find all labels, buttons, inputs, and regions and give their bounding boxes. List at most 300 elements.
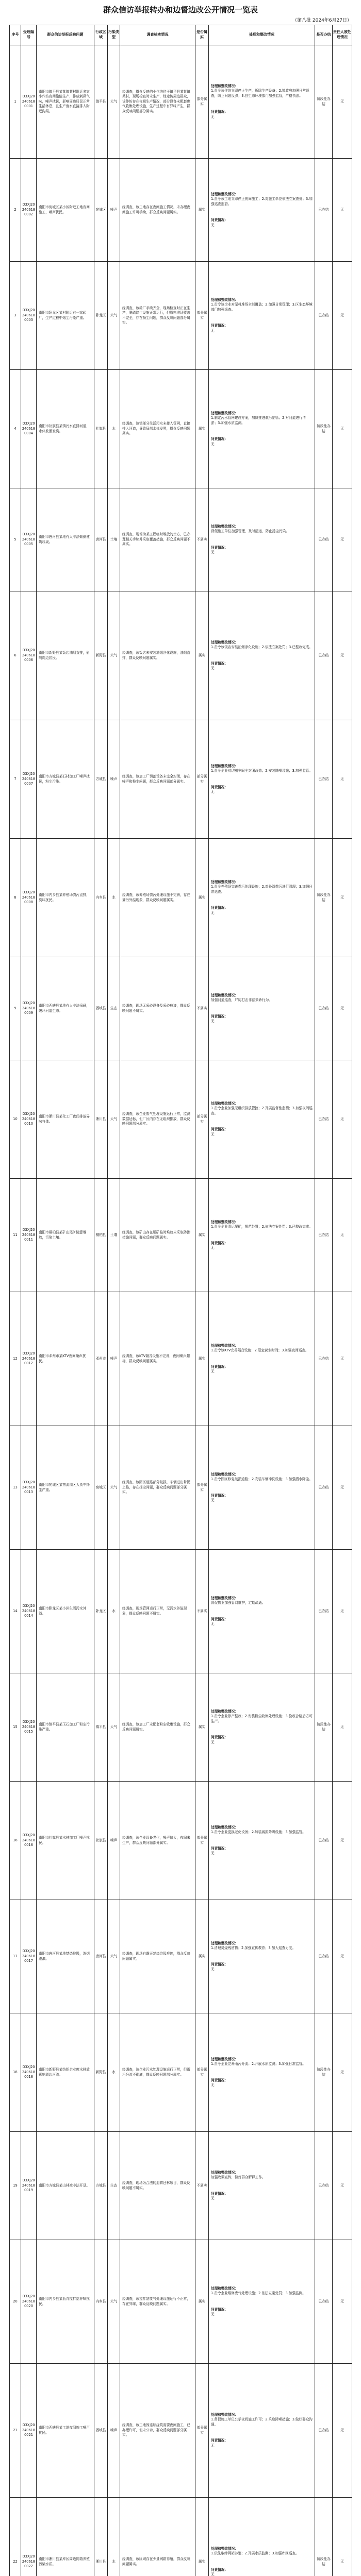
accountability-label: 问责情况： <box>211 1127 228 1132</box>
table-row <box>10 1060 352 1179</box>
pollution-type: 大气 <box>108 262 120 370</box>
handling-text: 1.责令该饭店安装油烟净化设施；2.依法立案处罚；3.已整改完成。 <box>211 645 313 650</box>
complaint-text: 南阳市桐柏县某矿山尾矿随意堆放，污染土壤。 <box>37 1179 94 1292</box>
pollution-type: 水 <box>108 2498 120 2576</box>
case-id: D3XJ202406180010 <box>21 1060 37 1179</box>
complaint-text: 南阳市唐河县某地焚烧垃圾，浓烟滚滚。 <box>37 1900 94 2013</box>
penalty-status: 无 <box>333 2364 352 2498</box>
pollution-type: 水 <box>108 370 120 488</box>
accountability-text: 无 <box>211 223 215 227</box>
case-status: 已办结 <box>315 720 333 839</box>
case-status: 已办结 <box>315 1179 333 1292</box>
finding-text: 经调查，现场有露天焚烧垃圾痕迹，群众反映问题属实。 <box>120 1900 195 2013</box>
accountability-label: 问责情况： <box>211 785 228 789</box>
handling-cell <box>209 1673 315 1782</box>
case-id: D3XJ202406180007 <box>21 720 37 839</box>
table-row <box>10 839 352 957</box>
handling-label: 处理和整改情况： <box>211 1101 238 1106</box>
handling-text: 1.责令该工地立即停止夜间施工；2.对施工单位依法立案查处；3.加强巡查监管。 <box>211 197 313 206</box>
col-header-penalty: 责任人被处理情况 <box>333 25 352 45</box>
accountability-label: 问责情况： <box>211 1617 228 1621</box>
region: 卧龙区 <box>94 262 108 370</box>
case-status: 已办结 <box>315 1426 333 1550</box>
row-number: 22 <box>10 2498 21 2576</box>
region: 桐柏县 <box>94 1179 108 1292</box>
handling-text: 督促施工单位加强管理，及时清运，防止扬尘污染。 <box>211 529 289 534</box>
accountability-label: 问责情况： <box>211 324 228 328</box>
row-number: 5 <box>10 488 21 591</box>
accountability-label: 问责情况： <box>211 110 228 114</box>
finding-text: 经调查，该工地因连续浇筑需要夜间施工，已办理许可，但未公示，群众反映问题部分属实。 <box>120 2364 195 2498</box>
handling-label: 处理和整改情况： <box>211 1472 238 1477</box>
row-number: 7 <box>10 720 21 839</box>
col-header-type: 污染类型 <box>108 25 120 45</box>
handling-label: 处理和整改情况： <box>211 2546 238 2551</box>
verdict: 属实 <box>195 839 209 957</box>
finding-text: 经调查，该加工厂未配套粉尘收集设施，群众反映问题属实。 <box>120 1673 195 1782</box>
verdict: 属实 <box>195 1179 209 1292</box>
handling-cell <box>209 591 315 720</box>
finding-text: 经调查，该企业污水处理设施运行正常，但雨污分流不彻底，群众反映问题部分属实。 <box>120 2013 195 2132</box>
verdict: 属实 <box>195 1292 209 1426</box>
accountability-text: 无 <box>211 550 215 554</box>
table-row <box>10 488 352 591</box>
finding-text: 经调查，群众反映的小作坊位于镇平县某某镇某村，现场检查时未生产，经走访周边群众，该作坊存在夜间生产情况，部分设备未配套废气收集处理设施，生产过程中有异味产生，群众反映问题部分属实。 <box>120 45 195 159</box>
handling-text: 1.清理焚烧残留物；2.加强宣传教育；3.加大巡查力度。 <box>211 1946 296 1951</box>
penalty-status: 无 <box>333 1900 352 2013</box>
complaint-text: 南阳市方城县某山林被非法开垦。 <box>37 2132 94 2240</box>
accountability-text: 无 <box>211 1740 215 1744</box>
handling-text: 1.责令养殖场完善粪污处理设施；2.对外溢粪污进行清理；3.加强日常巡查。 <box>211 885 313 894</box>
penalty-status: 无 <box>333 720 352 839</box>
region: 内乡县 <box>94 839 108 957</box>
handling-text: 1.责令企业完善雨污分流；2.开展水质监测；3.加强日常监管。 <box>211 2062 306 2066</box>
handling-label: 处理和整改情况： <box>211 2286 238 2291</box>
finding-text: 经调查，该KTV隔音设施不完善，夜间噪声超标，群众反映问题属实。 <box>120 1292 195 1426</box>
accountability-label: 问责情况： <box>211 545 228 550</box>
table-row <box>10 1426 352 1550</box>
finding-text: 经调查，该园区道路部分破损，车辆进出带泥上路，存在扬尘问题，群众反映问题部分属实。 <box>120 1426 195 1550</box>
handling-text: 1.督促施工单位公示夜间施工许可；2.采取降噪措施；3.做好群众沟通。 <box>211 2417 313 2427</box>
accountability-text: 无 <box>211 1498 215 1502</box>
pollution-type: 大气 <box>108 1673 120 1782</box>
complaint-text: 南阳市镇平县某玉石加工厂粉尘污染严重。 <box>37 1673 94 1782</box>
verdict: 不属实 <box>195 488 209 591</box>
accountability-label: 问责情况： <box>211 2078 228 2082</box>
handling-cell <box>209 1900 315 2013</box>
region: 方城县 <box>94 720 108 839</box>
pollution-type: 水 <box>108 839 120 957</box>
handling-text: 1.责令企业对切割车间全封闭改造；2.安装降噪设施；3.加强监管。 <box>211 769 313 773</box>
finding-text: 经调查，该养殖场粪污处理设施不完善，存在粪污外溢现象，群众反映问题属实。 <box>120 839 195 957</box>
region: 西峡县 <box>94 2364 108 2498</box>
row-number: 8 <box>10 839 21 957</box>
row-number: 11 <box>10 1179 21 1292</box>
handling-cell <box>209 2364 315 2498</box>
region: 方城县 <box>94 2132 108 2240</box>
accountability-text: 无 <box>211 2443 215 2448</box>
finding-text: 经调查，现场为合法的退耕还林项目，群众反映问题不属实。 <box>120 2132 195 2240</box>
finding-text: 经调查，该饭店未安装油烟净化设施，油烟直排，群众反映问题属实。 <box>120 591 195 720</box>
case-status: 已办结 <box>315 591 333 720</box>
complaint-text: 南阳市新野县某饭店油烟直排，影响周边居民。 <box>37 591 94 720</box>
complaint-text: 南阳市淅川县某化工厂夜间排放异味气体。 <box>37 1060 94 1179</box>
finding-text: 经调查，该企业设备老化，噪声偏大，夜间未生产，群众反映问题部分属实。 <box>120 1782 195 1900</box>
region: 内乡县 <box>94 2240 108 2364</box>
handling-label: 处理和整改情况： <box>211 1596 238 1600</box>
handling-cell <box>209 262 315 370</box>
row-number: 15 <box>10 1673 21 1782</box>
handling-cell <box>209 2498 315 2576</box>
handling-text: 1.制定污水管网建设方案，加快推进截污纳管；2.对河道进行清淤；3.加强水质监测。 <box>211 416 306 425</box>
region: 社旗县 <box>94 1782 108 1900</box>
handling-label: 处理和整改情况： <box>211 1343 238 1348</box>
complaint-text: 南阳市社旗县某镇污水直排河道，水体发黑发臭。 <box>37 370 94 488</box>
table-row <box>10 957 352 1060</box>
finding-text: 经调查，该镇部分生活污水未接入管网，直接排入河道，导致局部水体发黑，群众反映问题属实。 <box>120 370 195 488</box>
complaint-text: 南阳市卧龙区某小区生活污水外溢。 <box>37 1550 94 1673</box>
region: 镇平县 <box>94 45 108 159</box>
complaint-text: 南阳市卧龙区某村附近有一家砖厂，生产过程中烟尘污染严重。 <box>37 262 94 370</box>
region: 西峡县 <box>94 957 108 1060</box>
case-status: 已办结 <box>315 262 333 370</box>
handling-text: 1.责令企业维修废气处理设施；2.依法立案处罚；3.加强监测。 <box>211 2291 306 2296</box>
table-row <box>10 1782 352 1900</box>
accountability-text: 无 <box>211 1851 215 1855</box>
handling-label: 处理和整改情况： <box>211 1219 238 1224</box>
handling-label: 处理和整改情况： <box>211 411 238 416</box>
handling-text: 1.责令企业清运尾矿，规范处置；2.依法立案处罚；3.已整改完成。 <box>211 1225 313 1229</box>
row-number: 9 <box>10 957 21 1060</box>
case-status: 已办结 <box>315 2132 333 2240</box>
accountability-text: 无 <box>211 910 215 915</box>
accountability-text: 无 <box>211 2312 215 2316</box>
region: 宛城区 <box>94 1426 108 1550</box>
handling-label: 处理和整改情况： <box>211 2413 238 2417</box>
case-status: 阶段性办结 <box>315 1673 333 1782</box>
verdict: 部分属实 <box>195 2013 209 2132</box>
table-row <box>10 720 352 839</box>
pollution-type: 大气 <box>108 1426 120 1550</box>
accountability-label: 问责情况： <box>211 1962 228 1967</box>
case-id: D3XJ202406180014 <box>21 1550 37 1673</box>
region: 卧龙区 <box>94 1550 108 1673</box>
verdict: 不属实 <box>195 1550 209 1673</box>
case-status: 已办结 <box>315 1782 333 1900</box>
region: 唐河县 <box>94 1900 108 2013</box>
region: 镇平县 <box>94 1673 108 1782</box>
case-status: 已办结 <box>315 488 333 591</box>
accountability-text: 无 <box>211 2572 215 2576</box>
case-status: 已办结 <box>315 1900 333 2013</box>
case-status: 已办结 <box>315 957 333 1060</box>
table-row <box>10 2498 352 2576</box>
region: 新野县 <box>94 591 108 720</box>
row-number: 20 <box>10 2240 21 2364</box>
handling-cell <box>209 2013 315 2132</box>
penalty-status: 无 <box>333 159 352 262</box>
accountability-text: 无 <box>211 789 215 794</box>
pollution-type: 噪声 <box>108 1292 120 1426</box>
table-row <box>10 2364 352 2498</box>
penalty-status: 无 <box>333 1550 352 1673</box>
row-number: 2 <box>10 159 21 262</box>
handling-label: 处理和整改情况： <box>211 524 238 529</box>
case-id: D3XJ202406180021 <box>21 2364 37 2498</box>
region: 邓州市 <box>94 1292 108 1426</box>
complaint-text: 南阳市方城县某石材加工厂噪声扰民，粉尘污染。 <box>37 720 94 839</box>
accountability-label: 问责情况： <box>211 1735 228 1740</box>
complaint-text: 南阳市内乡县某沥青搅拌站异味扰民。 <box>37 2240 94 2364</box>
accountability-text: 无 <box>211 1369 215 1374</box>
accountability-text: 无 <box>211 114 215 119</box>
handling-label: 处理和整改情况： <box>211 764 238 768</box>
handling-text: 1.责令园区修复破损道路；2.安装车辆冲洗设施；3.加强洒水降尘。 <box>211 1477 313 1482</box>
accountability-label: 问责情况： <box>211 218 228 223</box>
finding-text: 经调查，该砖厂手续齐全，现场检查时正在生产，脱硫除尘设施正常运行，但原料堆场覆盖不完全，存在扬尘问题，群众反映问题部分属实。 <box>120 262 195 370</box>
table-row <box>10 370 352 488</box>
col-header-no: 序号 <box>10 25 21 45</box>
verdict: 属实 <box>195 2240 209 2364</box>
complaint-text: 南阳市镇平县某某镇某村附近多家小作坊夜间偷偷生产，排放刺鼻气味，噪声扰民，影响周边居民正常生活休息，且生产废水直接排入附近沟渠。 <box>37 45 94 159</box>
pollution-type: 土壤 <box>108 1179 120 1292</box>
case-status: 已办结 <box>315 2364 333 2498</box>
handling-cell <box>209 370 315 488</box>
case-status: 已办结 <box>315 1550 333 1673</box>
table-row <box>10 1673 352 1782</box>
verdict: 属实 <box>195 1673 209 1782</box>
case-id: D3XJ202406180002 <box>21 159 37 262</box>
accountability-label: 问责情况： <box>211 2438 228 2443</box>
handling-text: 1.责令企业加强无组织排放管控；2.开展监督性监测；3.加强夜间巡查。 <box>211 1106 313 1115</box>
finding-text: 经调查，该区域存在少量网箱养殖，群众反映问题属实。 <box>120 2498 195 2576</box>
table-row <box>10 1550 352 1673</box>
handling-label: 处理和整改情况： <box>211 1941 238 1945</box>
handling-label: 处理和整改情况： <box>211 84 238 89</box>
penalty-status: 无 <box>333 957 352 1060</box>
region: 新野县 <box>94 2013 108 2132</box>
accountability-label: 问责情况： <box>211 2567 228 2572</box>
batch-note: （第八批 2024年6月27日） <box>292 18 352 23</box>
region: 淅川县 <box>94 1060 108 1179</box>
row-number: 17 <box>10 1900 21 2013</box>
table-row <box>10 2132 352 2240</box>
row-number: 1 <box>10 45 21 159</box>
accountability-text: 无 <box>211 328 215 333</box>
col-header-status: 是否办结 <box>315 25 333 45</box>
case-id: D3XJ202406180016 <box>21 1782 37 1900</box>
col-header-complaint: 群众信访举报反映问题 <box>37 25 94 45</box>
pollution-type: 噪声 <box>108 1782 120 1900</box>
finding-text: 经调查，现场管网运行正常，无污水外溢现象，群众反映问题不属实。 <box>120 1550 195 1673</box>
accountability-text: 无 <box>211 666 215 670</box>
handling-cell <box>209 1782 315 1900</box>
col-header-region: 行政区域 <box>94 25 108 45</box>
accountability-label: 问责情况： <box>211 1493 228 1498</box>
table-row <box>10 1900 352 2013</box>
case-id: D3XJ202406180005 <box>21 488 37 591</box>
finding-text: 经调查，该工地存在夜间施工情况，未办理夜间施工许可手续，群众反映问题属实。 <box>120 159 195 262</box>
accountability-label: 问责情况： <box>211 661 228 666</box>
verdict: 属实 <box>195 2498 209 2576</box>
pollution-type: 噪声 <box>108 159 120 262</box>
table-row <box>10 591 352 720</box>
accountability-text: 无 <box>211 442 215 446</box>
complaint-text: 南阳市西峡县某工地夜间施工噪声扰民。 <box>37 2364 94 2498</box>
pollution-type: 水 <box>108 2013 120 2132</box>
row-number: 10 <box>10 1060 21 1179</box>
complaint-text: 南阳市宛城区某小区附近工地夜间施工，噪声扰民。 <box>37 159 94 262</box>
case-status: 阶段性办结 <box>315 45 333 159</box>
complaint-text: 南阳市宛城区某物流园区大货车扬尘严重。 <box>37 1426 94 1550</box>
accountability-label: 问责情况： <box>211 2191 228 2196</box>
penalty-status: 无 <box>333 1060 352 1179</box>
complaint-text: 南阳市新野县某纺织企业废水排放影响周边河流。 <box>37 2013 94 2132</box>
handling-label: 处理和整改情况： <box>211 2057 238 2061</box>
table-row <box>10 1179 352 1292</box>
region: 唐河县 <box>94 488 108 591</box>
accountability-text: 无 <box>211 2082 215 2087</box>
case-id: D3XJ202406180022 <box>21 2498 37 2576</box>
complaint-text: 南阳市淅川县某库区周边网箱养殖污染水质。 <box>37 2498 94 2576</box>
table-body <box>10 45 352 2576</box>
case-id: D3XJ202406180011 <box>21 1179 37 1292</box>
accountability-text: 无 <box>211 2196 215 2200</box>
complaint-text: 南阳市唐河县某地有人非法倾倒建筑垃圾。 <box>37 488 94 591</box>
penalty-status: 无 <box>333 45 352 159</box>
handling-cell <box>209 1426 315 1550</box>
row-number: 4 <box>10 370 21 488</box>
accountability-text: 无 <box>211 1019 215 1023</box>
penalty-status: 无 <box>333 2013 352 2132</box>
handling-text: 1.责令该企业对原料堆场全部覆盖；2.加强日常管理；3.区生态环境部门加强巡查。 <box>211 302 313 312</box>
pollution-type: 大气 <box>108 1060 120 1179</box>
handling-cell <box>209 488 315 591</box>
case-id: D3XJ202406180003 <box>21 262 37 370</box>
row-number: 19 <box>10 2132 21 2240</box>
accountability-text: 无 <box>211 1245 215 1250</box>
region: 宛城区 <box>94 159 108 262</box>
col-header-id: 受理编号 <box>21 25 37 45</box>
case-id: D3XJ202406180019 <box>21 2132 37 2240</box>
verdict: 属实 <box>195 591 209 720</box>
handling-cell <box>209 159 315 262</box>
handling-label: 处理和整改情况： <box>211 2170 238 2175</box>
pollution-type: 水 <box>108 1550 120 1673</box>
handling-label: 处理和整改情况： <box>211 640 238 645</box>
pollution-type: 土壤 <box>108 488 120 591</box>
case-id: D3XJ202406180015 <box>21 1673 37 1782</box>
pollution-type: 生态 <box>108 2132 120 2240</box>
penalty-status: 无 <box>333 488 352 591</box>
verdict: 部分属实 <box>195 2364 209 2498</box>
verdict: 部分属实 <box>195 45 209 159</box>
accountability-label: 问责情况： <box>211 1846 228 1851</box>
case-status: 阶段性办结 <box>315 839 333 957</box>
row-number: 16 <box>10 1782 21 1900</box>
penalty-status: 无 <box>333 1179 352 1292</box>
table-row <box>10 1292 352 1426</box>
handling-label: 处理和整改情况： <box>211 192 238 197</box>
penalty-status: 无 <box>333 1782 352 1900</box>
verdict: 部分属实 <box>195 1782 209 1900</box>
handling-cell <box>209 2240 315 2364</box>
accountability-label: 问责情况： <box>211 1014 228 1019</box>
row-number: 13 <box>10 1426 21 1550</box>
table-row <box>10 2240 352 2364</box>
handling-text: 加强政策宣传，做好群众解释工作。 <box>211 2175 266 2180</box>
penalty-status: 无 <box>333 839 352 957</box>
handling-cell <box>209 2132 315 2240</box>
col-header-handling: 处理和整改情况 <box>209 25 315 45</box>
accountability-text: 无 <box>211 1967 215 1971</box>
complaint-text: 南阳市内乡县某养殖场粪污直排，臭味扰民。 <box>37 839 94 957</box>
pollution-type: 大气 <box>108 2240 120 2364</box>
case-id: D3XJ202406180012 <box>21 1292 37 1426</box>
col-header-finding: 调查核实情况 <box>120 25 195 45</box>
verdict: 属实 <box>195 370 209 488</box>
table-row <box>10 2013 352 2132</box>
case-status: 阶段性办结 <box>315 2013 333 2132</box>
finding-text: 经调查，现场为某工程临时堆放的土方，已办理相关手续并采取覆盖措施，群众反映问题不属实。 <box>120 488 195 591</box>
case-id: D3XJ202406180018 <box>21 2013 37 2132</box>
handling-text: 加强河道巡查，严厉打击非法采砂行为。 <box>211 998 272 1003</box>
pollution-type: 大气 <box>108 591 120 720</box>
case-id: D3XJ202406180004 <box>21 370 37 488</box>
row-number: 18 <box>10 2013 21 2132</box>
verdict: 不属实 <box>195 2132 209 2240</box>
handling-text: 1.依法取缔网箱养殖；2.开展水质监测；3.加强库区巡查。 <box>211 2551 299 2556</box>
handling-label: 处理和整改情况： <box>211 1709 238 1714</box>
penalty-status: 无 <box>333 2240 352 2364</box>
accountability-label: 问责情况： <box>211 1364 228 1369</box>
verdict: 部分属实 <box>195 1060 209 1179</box>
verdict: 部分属实 <box>195 1426 209 1550</box>
handling-label: 处理和整改情况： <box>211 1825 238 1829</box>
accountability-label: 问责情况： <box>211 437 228 442</box>
handling-cell <box>209 1060 315 1179</box>
row-number: 12 <box>10 1292 21 1426</box>
region: 淅川县 <box>94 2498 108 2576</box>
finding-text: 经调查，该企业废气处理设施运行正常，监测数据达标，但厂区内存在无组织排放，群众反映问题部分属实。 <box>120 1060 195 1179</box>
accountability-label: 问责情况： <box>211 2307 228 2312</box>
table-header-row <box>10 25 352 45</box>
case-status: 已办结 <box>315 1060 333 1179</box>
case-id: D3XJ202406180017 <box>21 1900 37 2013</box>
handling-text: 1.责令企业更换老化设备；2.加装减振降噪设施；3.加强监管。 <box>211 1830 306 1835</box>
accountability-text: 无 <box>211 1132 215 1137</box>
finding-text: 经调查，该加工厂切割设备未完全封闭，存在噪声和粉尘问题，群众反映问题部分属实。 <box>120 720 195 839</box>
handling-cell <box>209 720 315 839</box>
finding-text: 经调查，该矿山存在尾矿临时堆放未采取防渗措施问题，群众反映问题属实。 <box>120 1179 195 1292</box>
verdict: 部分属实 <box>195 262 209 370</box>
case-status: 已办结 <box>315 1292 333 1426</box>
finding-text: 经调查，现场无采砂设备及采砂痕迹，群众反映问题不属实。 <box>120 957 195 1060</box>
case-id: D3XJ202406180013 <box>21 1426 37 1550</box>
penalty-status: 无 <box>333 591 352 720</box>
penalty-status: 无 <box>333 262 352 370</box>
complaint-text: 南阳市邓州市某KTV夜间噪声扰民。 <box>37 1292 94 1426</box>
penalty-status: 无 <box>333 1673 352 1782</box>
handling-text: 1.责令该作坊立即停止生产，拆除生产设备；2.镇政府加强日常巡查，防止问题反弹；3.县生态环境部门加强监管，严格执法。 <box>211 89 309 98</box>
accountability-label: 问责情况： <box>211 1241 228 1245</box>
case-status: 阶段性办结 <box>315 2498 333 2576</box>
page-title: 群众信访举报转办和边督边改公开情况一览表 <box>103 5 258 14</box>
handling-label: 处理和整改情况： <box>211 880 238 885</box>
finding-text: 经调查，该搅拌站废气处理设施运行不正常，存在异味，群众反映问题属实。 <box>120 2240 195 2364</box>
pollution-type: 噪声 <box>108 720 120 839</box>
pollution-type: 生态 <box>108 957 120 1060</box>
